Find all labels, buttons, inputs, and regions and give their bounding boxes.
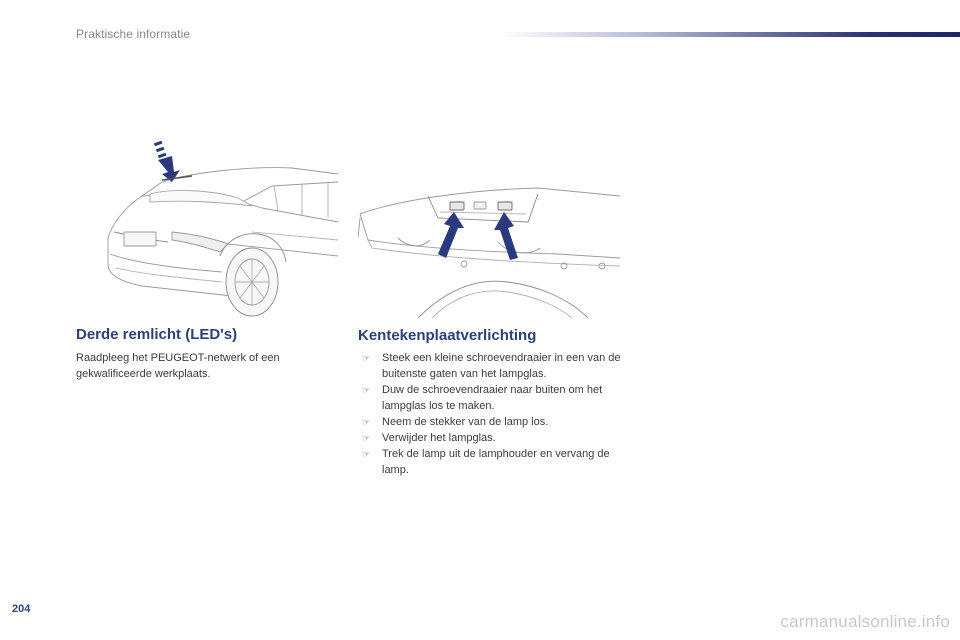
plate-lighting-title: Kentekenplaatverlichting: [358, 327, 537, 344]
third-brake-light-title: Derde remlicht (LED's): [76, 326, 238, 343]
arrow-up-icon: [494, 212, 518, 260]
list-item: ☞ Verwijder het lampglas.: [362, 432, 496, 444]
arrow-down-icon: [154, 141, 180, 182]
pointing-hand-icon: ☞: [362, 449, 371, 459]
list-item: ☞ Trek de lamp uit de lamphouder en vervang de lamp.: [362, 448, 610, 476]
pointing-hand-icon: ☞: [362, 353, 371, 363]
car-rear-illustration: [102, 136, 338, 318]
pointing-hand-icon: ☞: [362, 417, 371, 427]
header-accent-bar: [500, 32, 960, 37]
list-item: ☞ Neem de stekker van de lamp los.: [362, 416, 549, 428]
pointing-hand-icon: ☞: [362, 433, 371, 443]
plate-lighting-steps: [358, 350, 624, 478]
third-brake-light-text: Raadpleeg het PEUGEOT-netwerk of een gekwalificeerde werkplaats.: [76, 352, 280, 380]
list-item: ☞ Steek een kleine schroevendraaier in een van de buitenste gaten van het lampglas.: [362, 352, 621, 380]
list-item: ☞ Duw de schroevendraaier naar buiten om het lampglas los te maken.: [362, 384, 603, 412]
page-number: 204: [12, 603, 31, 615]
pointing-hand-icon: ☞: [362, 385, 371, 395]
tailgate-plate-light-illustration: [358, 178, 620, 318]
section-title: Praktische informatie: [76, 27, 191, 41]
watermark: carmanualsonline.info: [780, 612, 950, 631]
